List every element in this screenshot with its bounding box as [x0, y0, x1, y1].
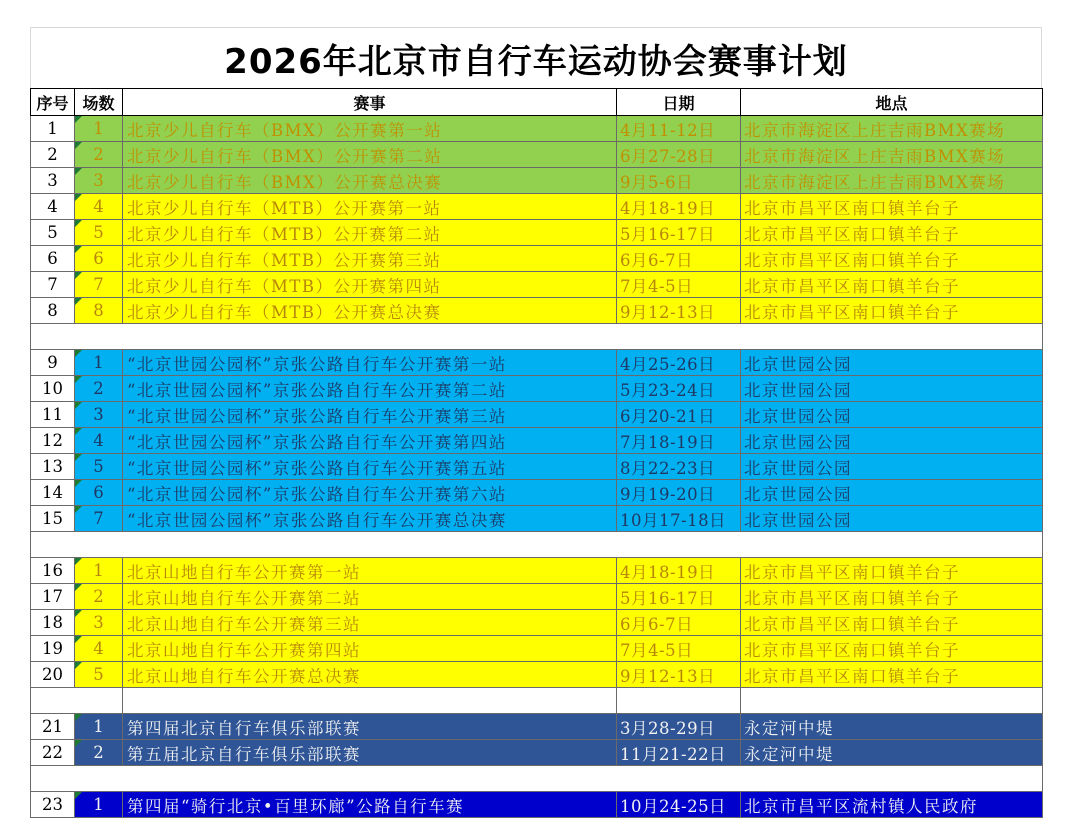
date-cell[interactable]: 6月6-7日: [617, 610, 741, 636]
race-number-cell[interactable]: 2: [75, 584, 123, 610]
race-number-cell[interactable]: 3: [75, 402, 123, 428]
date-cell[interactable]: 6月20-21日: [617, 402, 741, 428]
event-name-cell[interactable]: 北京山地自行车公开赛第三站: [123, 610, 617, 636]
header-event[interactable]: 赛事: [123, 89, 617, 116]
race-number-cell[interactable]: 4: [75, 194, 123, 220]
race-number-cell[interactable]: 6: [75, 246, 123, 272]
event-name-cell[interactable]: “北京世园公园杯”京张公路自行车公开赛第五站: [123, 454, 617, 480]
date-cell[interactable]: 5月16-17日: [617, 584, 741, 610]
table-row: [31, 714, 1043, 740]
row-index-cell[interactable]: 9: [31, 350, 75, 376]
location-cell[interactable]: 北京市昌平区南口镇羊台子: [741, 558, 1043, 584]
date-cell[interactable]: 9月19-20日: [617, 480, 741, 506]
event-name-cell[interactable]: 北京少儿自行车（MTB）公开赛第二站: [123, 220, 617, 246]
location-cell[interactable]: 北京市昌平区南口镇羊台子: [741, 584, 1043, 610]
table-row: [31, 142, 1043, 168]
spacer-cell[interactable]: [31, 324, 1043, 350]
location-cell[interactable]: 北京世园公园: [741, 350, 1043, 376]
spacer-cell[interactable]: [31, 766, 1043, 792]
table-row: [31, 272, 1043, 298]
row-index-cell[interactable]: 15: [31, 506, 75, 532]
table-row: [31, 740, 1043, 766]
event-name-cell[interactable]: 北京山地自行车公开赛第一站: [123, 558, 617, 584]
location-cell[interactable]: 北京市昌平区南口镇羊台子: [741, 272, 1043, 298]
event-name-cell[interactable]: 第四届“骑行北京•百里环廊”公路自行车赛: [123, 792, 617, 818]
spacer-cell[interactable]: [123, 688, 617, 714]
spacer-cell[interactable]: [617, 688, 741, 714]
event-name-cell[interactable]: “北京世园公园杯”京张公路自行车公开赛第一站: [123, 350, 617, 376]
date-cell[interactable]: 5月23-24日: [617, 376, 741, 402]
event-name-cell[interactable]: 北京山地自行车公开赛总决赛: [123, 662, 617, 688]
row-index-cell[interactable]: 11: [31, 402, 75, 428]
table-row: [31, 558, 1043, 584]
table-row: [31, 480, 1043, 506]
location-cell[interactable]: 北京世园公园: [741, 506, 1043, 532]
location-cell[interactable]: 永定河中堤: [741, 740, 1043, 766]
table-row: [31, 506, 1043, 532]
date-cell[interactable]: 9月12-13日: [617, 662, 741, 688]
table-row: [31, 350, 1043, 376]
location-cell[interactable]: 北京市海淀区上庄吉雨BMX赛场: [741, 168, 1043, 194]
event-name-cell[interactable]: 北京少儿自行车（BMX）公开赛第一站: [123, 116, 617, 142]
event-name-cell[interactable]: “北京世园公园杯”京张公路自行车公开赛第二站: [123, 376, 617, 402]
date-cell[interactable]: 6月27-28日: [617, 142, 741, 168]
event-name-cell[interactable]: 北京少儿自行车（BMX）公开赛第二站: [123, 142, 617, 168]
race-number-cell[interactable]: 3: [75, 168, 123, 194]
event-name-cell[interactable]: “北京世园公园杯”京张公路自行车公开赛第六站: [123, 480, 617, 506]
race-number-cell[interactable]: 1: [75, 350, 123, 376]
sheet-title: 2026年北京市自行车运动协会赛事计划: [30, 27, 1042, 88]
location-cell[interactable]: 北京市海淀区上庄吉雨BMX赛场: [741, 142, 1043, 168]
date-cell[interactable]: 10月17-18日: [617, 506, 741, 532]
table-row: [31, 402, 1043, 428]
row-index-cell[interactable]: 21: [31, 714, 75, 740]
table-row: [31, 168, 1043, 194]
location-cell[interactable]: 北京市昌平区南口镇羊台子: [741, 246, 1043, 272]
row-index-cell[interactable]: 8: [31, 298, 75, 324]
race-number-cell[interactable]: 6: [75, 480, 123, 506]
row-index-cell[interactable]: 10: [31, 376, 75, 402]
header-location[interactable]: 地点: [741, 89, 1043, 116]
date-cell[interactable]: 10月24-25日: [617, 792, 741, 818]
row-index-cell[interactable]: 1: [31, 116, 75, 142]
date-cell[interactable]: 9月12-13日: [617, 298, 741, 324]
event-name-cell[interactable]: “北京世园公园杯”京张公路自行车公开赛总决赛: [123, 506, 617, 532]
event-name-cell[interactable]: 北京山地自行车公开赛第二站: [123, 584, 617, 610]
table-row: [31, 376, 1043, 402]
event-name-cell[interactable]: “北京世园公园杯”京张公路自行车公开赛第四站: [123, 428, 617, 454]
row-index-cell[interactable]: 2: [31, 142, 75, 168]
table-row: [31, 662, 1043, 688]
location-cell[interactable]: 北京市昌平区南口镇羊台子: [741, 194, 1043, 220]
row-index-cell[interactable]: 22: [31, 740, 75, 766]
date-cell[interactable]: 4月11-12日: [617, 116, 741, 142]
event-name-cell[interactable]: 第五届北京自行车俱乐部联赛: [123, 740, 617, 766]
event-name-cell[interactable]: 第四届北京自行车俱乐部联赛: [123, 714, 617, 740]
date-cell[interactable]: 7月4-5日: [617, 636, 741, 662]
date-cell[interactable]: 4月18-19日: [617, 194, 741, 220]
event-name-cell[interactable]: 北京少儿自行车（BMX）公开赛总决赛: [123, 168, 617, 194]
spacer-cell[interactable]: [31, 532, 1043, 558]
date-cell[interactable]: 11月21-22日: [617, 740, 741, 766]
location-cell[interactable]: 北京世园公园: [741, 480, 1043, 506]
row-index-cell[interactable]: 18: [31, 610, 75, 636]
table-row: [31, 584, 1043, 610]
event-name-cell[interactable]: 北京少儿自行车（MTB）公开赛第三站: [123, 246, 617, 272]
date-cell[interactable]: 4月25-26日: [617, 350, 741, 376]
date-cell[interactable]: 5月16-17日: [617, 220, 741, 246]
location-cell[interactable]: 北京市昌平区南口镇羊台子: [741, 662, 1043, 688]
race-number-cell[interactable]: 1: [75, 558, 123, 584]
location-cell[interactable]: 北京市昌平区流村镇人民政府: [741, 792, 1043, 818]
row-index-cell[interactable]: 5: [31, 220, 75, 246]
race-number-cell[interactable]: 2: [75, 740, 123, 766]
header-idx[interactable]: 序号: [31, 89, 75, 116]
schedule-table: [30, 88, 1043, 818]
spacer-row: [31, 688, 1043, 714]
table-row: [31, 298, 1043, 324]
location-cell[interactable]: 北京市海淀区上庄吉雨BMX赛场: [741, 116, 1043, 142]
table-row: [31, 246, 1043, 272]
date-cell[interactable]: 8月22-23日: [617, 454, 741, 480]
location-cell[interactable]: 北京世园公园: [741, 454, 1043, 480]
date-cell[interactable]: 3月28-29日: [617, 714, 741, 740]
table-row: [31, 610, 1043, 636]
header-row: [31, 89, 1043, 116]
row-index-cell[interactable]: 17: [31, 584, 75, 610]
spacer-row: [31, 324, 1043, 350]
race-number-cell[interactable]: 1: [75, 792, 123, 818]
row-index-cell[interactable]: 3: [31, 168, 75, 194]
header-date[interactable]: 日期: [617, 89, 741, 116]
event-name-cell[interactable]: 北京少儿自行车（MTB）公开赛总决赛: [123, 298, 617, 324]
table-row: [31, 636, 1043, 662]
location-cell[interactable]: 北京市昌平区南口镇羊台子: [741, 220, 1043, 246]
race-number-cell[interactable]: 1: [75, 116, 123, 142]
header-num[interactable]: 场数: [75, 89, 123, 116]
row-index-cell[interactable]: 4: [31, 194, 75, 220]
race-number-cell[interactable]: 2: [75, 142, 123, 168]
race-number-cell[interactable]: 4: [75, 636, 123, 662]
race-number-cell[interactable]: 4: [75, 428, 123, 454]
date-cell[interactable]: 4月18-19日: [617, 558, 741, 584]
table-row: [31, 454, 1043, 480]
event-name-cell[interactable]: “北京世园公园杯”京张公路自行车公开赛第三站: [123, 402, 617, 428]
location-cell[interactable]: 北京市昌平区南口镇羊台子: [741, 610, 1043, 636]
location-cell[interactable]: 北京世园公园: [741, 376, 1043, 402]
date-cell[interactable]: 6月6-7日: [617, 246, 741, 272]
race-number-cell[interactable]: 7: [75, 506, 123, 532]
race-number-cell[interactable]: 5: [75, 454, 123, 480]
table-row: [31, 220, 1043, 246]
row-index-cell[interactable]: 12: [31, 428, 75, 454]
schedule-body: [31, 116, 1043, 818]
event-name-cell[interactable]: 北京山地自行车公开赛第四站: [123, 636, 617, 662]
date-cell[interactable]: 7月4-5日: [617, 272, 741, 298]
row-index-cell[interactable]: 14: [31, 480, 75, 506]
spacer-row: [31, 766, 1043, 792]
table-row: [31, 194, 1043, 220]
race-number-cell[interactable]: 8: [75, 298, 123, 324]
row-index-cell[interactable]: 6: [31, 246, 75, 272]
spacer-row: [31, 532, 1043, 558]
race-number-cell[interactable]: 5: [75, 662, 123, 688]
table-row: [31, 792, 1043, 818]
race-number-cell[interactable]: 7: [75, 272, 123, 298]
location-cell[interactable]: 永定河中堤: [741, 714, 1043, 740]
location-cell[interactable]: 北京市昌平区南口镇羊台子: [741, 636, 1043, 662]
table-row: [31, 428, 1043, 454]
location-cell[interactable]: 北京市昌平区南口镇羊台子: [741, 298, 1043, 324]
spacer-cell[interactable]: [31, 688, 123, 714]
row-index-cell[interactable]: 13: [31, 454, 75, 480]
date-cell[interactable]: 9月5-6日: [617, 168, 741, 194]
date-cell[interactable]: 7月18-19日: [617, 428, 741, 454]
location-cell[interactable]: 北京世园公园: [741, 428, 1043, 454]
event-name-cell[interactable]: 北京少儿自行车（MTB）公开赛第一站: [123, 194, 617, 220]
location-cell[interactable]: 北京世园公园: [741, 402, 1043, 428]
race-number-cell[interactable]: 3: [75, 610, 123, 636]
event-name-cell[interactable]: 北京少儿自行车（MTB）公开赛第四站: [123, 272, 617, 298]
race-number-cell[interactable]: 5: [75, 220, 123, 246]
race-number-cell[interactable]: 2: [75, 376, 123, 402]
row-index-cell[interactable]: 7: [31, 272, 75, 298]
table-row: [31, 116, 1043, 142]
row-index-cell[interactable]: 19: [31, 636, 75, 662]
row-index-cell[interactable]: 16: [31, 558, 75, 584]
row-index-cell[interactable]: 23: [31, 792, 75, 818]
race-number-cell[interactable]: 1: [75, 714, 123, 740]
row-index-cell[interactable]: 20: [31, 662, 75, 688]
schedule-sheet: [30, 27, 1042, 818]
spacer-cell[interactable]: [741, 688, 1043, 714]
